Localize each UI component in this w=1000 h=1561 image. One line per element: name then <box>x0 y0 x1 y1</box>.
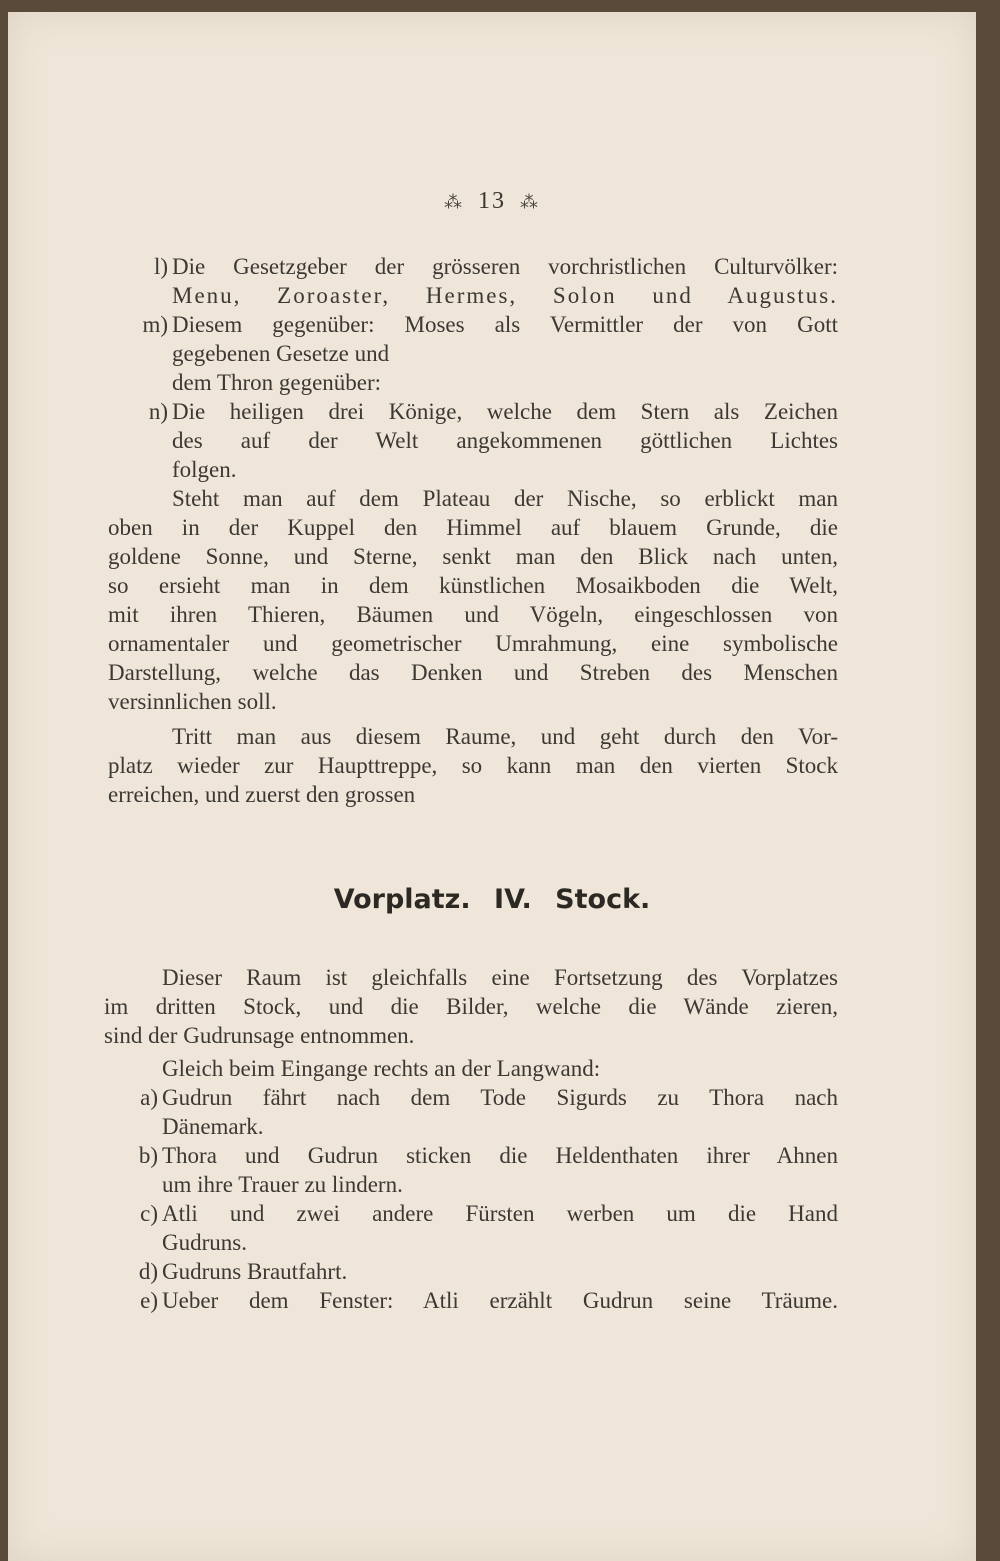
text-line: des auf der Welt angekommenen göttlichen Lichtes <box>172 428 838 453</box>
text-line: Tritt man aus diesem Raume, und geht durch den Vor- <box>172 724 838 749</box>
text-line: Gudrun fährt nach dem Tode Sigurds zu Thora nach <box>162 1085 838 1110</box>
text-line: Darstellung, welche das Denken und Streben des Menschen <box>108 660 838 685</box>
text-line: sind der Gudrunsage entnommen. <box>104 1023 415 1048</box>
list-marker: l) <box>153 254 168 279</box>
page-number: 13 <box>478 188 506 214</box>
text-line: folgen. <box>172 457 237 482</box>
list-marker: b) <box>138 1143 158 1168</box>
text-line: oben in der Kuppel den Himmel auf blauem Grunde, die <box>108 515 838 540</box>
text-line: Thora und Gudrun sticken die Heldenthaten ihrer Ahnen <box>162 1143 838 1168</box>
text-line: ornamentaler und geometrischer Umrahmung, eine symbolische <box>108 631 838 656</box>
text-line: erreichen, und zuerst den grossen <box>108 782 416 807</box>
page-header <box>8 188 976 215</box>
list-marker: m) <box>142 312 168 337</box>
text-line: im dritten Stock, und die Bilder, welche die Wände zieren, <box>104 994 838 1019</box>
text-line: Ueber dem Fenster: Atli erzählt Gudrun seine Träume. <box>162 1288 838 1313</box>
list-marker: c) <box>140 1201 158 1226</box>
book-page <box>8 12 976 1561</box>
list-marker: n) <box>148 399 168 424</box>
text-line: Gudruns. <box>162 1230 247 1255</box>
text-line: Die Gesetzgeber der grösseren vorchristlichen Culturvölker: <box>172 254 838 279</box>
text-line: gegebenen Gesetze und <box>172 341 390 366</box>
list-marker: e) <box>140 1288 158 1313</box>
text-line: Dieser Raum ist gleichfalls eine Fortsetzung des Vorplatzes <box>162 965 838 990</box>
text-line: um ihre Trauer zu lindern. <box>162 1172 403 1197</box>
text-line: Gudruns Brautfahrt. <box>162 1259 348 1284</box>
list-marker: d) <box>138 1259 158 1284</box>
text-line: Gleich beim Eingange rechts an der Langwand: <box>162 1056 601 1081</box>
text-line: Die heiligen drei Könige, welche dem Stern als Zeichen <box>172 399 838 424</box>
list-marker: a) <box>140 1085 158 1110</box>
text-line: dem Thron gegenüber: <box>172 370 382 395</box>
ornament-left-icon: ⁂ <box>444 191 464 212</box>
section-heading: Vorplatz. IV. Stock. <box>333 884 651 915</box>
text-line: platz wieder zur Haupttreppe, so kann man den vierten Stock <box>108 753 838 778</box>
text-line: Diesem gegenüber: Moses als Vermittler der von Gott <box>172 312 838 337</box>
text-line: so ersieht man in dem künstlichen Mosaikboden die Welt, <box>108 573 838 598</box>
text-line: goldene Sonne, und Sterne, senkt man den Blick nach unten, <box>108 544 838 569</box>
text-line: Menu, Zoroaster, Hermes, Solon und Augustus. <box>172 283 838 308</box>
text-line: versinnlichen soll. <box>108 689 277 714</box>
ornament-right-icon: ⁂ <box>520 191 540 212</box>
text-line: Dänemark. <box>162 1114 264 1139</box>
text-line: Atli und zwei andere Fürsten werben um die Hand <box>162 1201 838 1226</box>
text-line: Steht man auf dem Plateau der Nische, so erblickt man <box>172 486 838 511</box>
text-line: mit ihren Thieren, Bäumen und Vögeln, eingeschlossen von <box>108 602 838 627</box>
